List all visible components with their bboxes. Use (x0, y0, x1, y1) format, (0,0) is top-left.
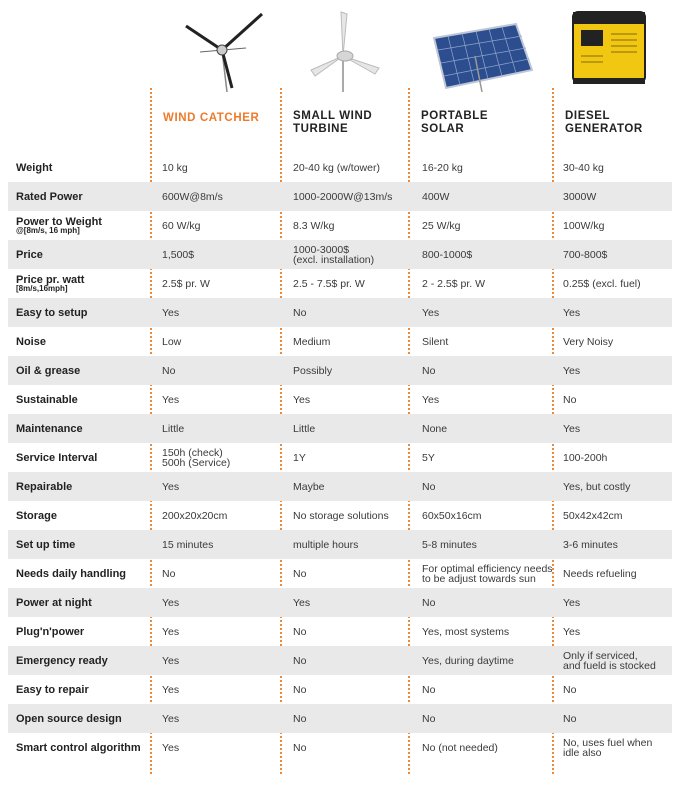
cell-value: 800-1000$ (422, 248, 473, 261)
table-cell (162, 414, 282, 443)
table-cell (422, 559, 556, 588)
row-label (16, 240, 151, 269)
table-cell (563, 472, 673, 501)
cell-value: No (563, 712, 577, 725)
cell-value: Yes (563, 596, 581, 609)
table-cell (422, 414, 556, 443)
table-cell (422, 443, 556, 472)
table-cell (422, 298, 556, 327)
cell-value: 2.5$ pr. W (162, 277, 210, 290)
table-cell (422, 675, 556, 704)
row-label-text: Easy to setup (16, 306, 88, 319)
table-cell (563, 211, 673, 240)
table-row (8, 501, 672, 530)
table-row (8, 356, 672, 385)
table-cell (563, 704, 673, 733)
row-label-text: Storage (16, 509, 57, 522)
cell-value: 20-40 kg (w/tower) (293, 161, 380, 174)
table-cell (293, 414, 411, 443)
table-cell (162, 153, 282, 182)
cell-value: No, uses fuel when idle also (563, 736, 653, 759)
cell-value: Medium (293, 335, 331, 348)
table-cell (422, 733, 556, 762)
cell-value: 16-20 kg (422, 161, 463, 174)
row-label (16, 588, 151, 617)
table-cell (422, 530, 556, 559)
table-cell (293, 472, 411, 501)
row-label-text: Power at night (16, 596, 92, 609)
cell-value: No (422, 364, 436, 377)
cell-value: None (422, 422, 448, 435)
cell-value: Little (162, 422, 185, 435)
table-cell (422, 269, 556, 298)
table-cell (162, 733, 282, 762)
cell-value: No (563, 393, 577, 406)
row-label-text: Sustainable (16, 393, 78, 406)
table-cell (563, 327, 673, 356)
row-label-text: Rated Power (16, 190, 83, 203)
table-cell (162, 211, 282, 240)
table-cell (162, 298, 282, 327)
cell-value: No (162, 364, 176, 377)
cell-value: 3000W (563, 190, 597, 203)
row-label (16, 559, 151, 588)
cell-value: Yes (422, 306, 440, 319)
table-row (8, 443, 672, 472)
cell-value: Yes, during daytime (422, 654, 514, 667)
cell-value: Yes (563, 422, 581, 435)
cell-value: No (293, 683, 307, 696)
cell-value: 1Y (293, 451, 306, 464)
table-row (8, 559, 672, 588)
table-row (8, 327, 672, 356)
table-cell (293, 298, 411, 327)
table-row (8, 240, 672, 269)
table-row (8, 588, 672, 617)
table-cell (162, 472, 282, 501)
table-cell (563, 675, 673, 704)
cell-value: For optimal efficiency needs to be adjust towards sun (422, 562, 553, 585)
cell-value: 5Y (422, 451, 435, 464)
cell-value: 25 W/kg (422, 219, 461, 232)
cell-value: Yes (162, 654, 180, 667)
row-label-text: Smart control algorithm (16, 741, 141, 754)
cell-value: 15 minutes (162, 538, 214, 551)
table-cell (293, 530, 411, 559)
cell-value: No (422, 712, 436, 725)
table-cell (162, 269, 282, 298)
cell-value: Low (162, 335, 182, 348)
table-cell (293, 501, 411, 530)
table-cell (422, 240, 556, 269)
cell-value: No (162, 567, 176, 580)
table-cell (293, 385, 411, 414)
cell-value: 1000-3000$ (excl. installation) (293, 243, 375, 266)
cell-value: 60 W/kg (162, 219, 201, 232)
table-cell (563, 501, 673, 530)
table-cell (293, 588, 411, 617)
row-label-text: Oil & grease (16, 364, 81, 377)
table-cell (422, 646, 556, 675)
row-label (16, 733, 151, 762)
cell-value: Needs refueling (563, 567, 637, 580)
table-cell (563, 617, 673, 646)
cell-value: Yes (162, 625, 180, 638)
table-row (8, 530, 672, 559)
row-label-text: Price (16, 248, 43, 261)
table-row (8, 472, 672, 501)
table-cell (563, 443, 673, 472)
table-cell (162, 588, 282, 617)
table-cell (162, 385, 282, 414)
table-row (8, 414, 672, 443)
table-cell (293, 182, 411, 211)
cell-value: Yes (563, 625, 581, 638)
cell-value: Yes (422, 393, 440, 406)
table-cell (563, 559, 673, 588)
row-label (16, 501, 151, 530)
cell-value: No (not needed) (422, 741, 498, 754)
table-cell (563, 153, 673, 182)
table-cell (422, 588, 556, 617)
table-cell (563, 385, 673, 414)
row-label-text: Repairable (16, 480, 73, 493)
row-label (16, 472, 151, 501)
cell-value: No storage solutions (293, 509, 389, 522)
table-cell (422, 182, 556, 211)
table-cell (422, 356, 556, 385)
table-row (8, 211, 672, 240)
cell-value: No (293, 625, 307, 638)
cell-value: 3-6 minutes (563, 538, 618, 551)
header-small-wind-turbine: SMALL WIND TURBINE (293, 110, 373, 135)
table-cell (293, 356, 411, 385)
small-wind-turbine-image (305, 8, 385, 92)
cell-value: 8.3 W/kg (293, 219, 335, 232)
table-cell (563, 646, 673, 675)
comparison-table (8, 153, 672, 762)
cell-value: Very Noisy (563, 335, 614, 348)
table-cell (563, 356, 673, 385)
table-cell (563, 240, 673, 269)
row-label-text: Needs daily handling (16, 567, 127, 580)
table-row (8, 646, 672, 675)
cell-value: Maybe (293, 480, 325, 493)
table-cell (563, 269, 673, 298)
cell-value: Silent (422, 335, 449, 348)
table-row (8, 269, 672, 298)
row-label (16, 356, 151, 385)
table-cell (422, 385, 556, 414)
row-label-text: Easy to repair (16, 683, 89, 696)
row-label-text: Set up time (16, 538, 76, 551)
row-label-text: Price pr. watt (16, 273, 85, 286)
table-cell (563, 182, 673, 211)
table-cell (422, 472, 556, 501)
table-row (8, 704, 672, 733)
table-cell (162, 617, 282, 646)
cell-value: No (563, 683, 577, 696)
table-cell (422, 501, 556, 530)
table-cell (422, 617, 556, 646)
row-label-subtext: @[8m/s, 16 mph] (16, 225, 80, 235)
table-cell (162, 501, 282, 530)
cell-value: 2.5 - 7.5$ pr. W (293, 277, 365, 290)
row-label-text: Open source design (16, 712, 122, 725)
cell-value: No (293, 712, 307, 725)
cell-value: Yes (162, 712, 180, 725)
cell-value: Yes (162, 480, 180, 493)
table-cell (162, 240, 282, 269)
table-row (8, 153, 672, 182)
row-label-text: Plug'n'power (16, 625, 85, 638)
row-label (16, 617, 151, 646)
table-cell (162, 646, 282, 675)
cell-value: Yes (293, 596, 311, 609)
table-cell (563, 733, 673, 762)
cell-value: Yes, but costly (563, 480, 631, 493)
cell-value: 1,500$ (162, 248, 195, 261)
table-cell (422, 327, 556, 356)
row-label-text: Power to Weight (16, 215, 102, 228)
table-cell (162, 704, 282, 733)
cell-value: 700-800$ (563, 248, 608, 261)
table-cell (293, 559, 411, 588)
cell-value: Yes (563, 306, 581, 319)
row-label (16, 530, 151, 559)
cell-value: No (293, 567, 307, 580)
cell-value: 100W/kg (563, 219, 605, 232)
cell-value: 100-200h (563, 451, 608, 464)
row-label (16, 443, 151, 472)
table-cell (293, 675, 411, 704)
table-row (8, 182, 672, 211)
table-cell (422, 704, 556, 733)
row-label (16, 414, 151, 443)
cell-value: 400W (422, 190, 450, 203)
cell-value: Yes (563, 364, 581, 377)
cell-value: No (422, 480, 436, 493)
table-cell (293, 733, 411, 762)
header-wind-catcher: WIND CATCHER (163, 112, 260, 124)
cell-value: Little (293, 422, 316, 435)
table-cell (162, 443, 282, 472)
table-row (8, 617, 672, 646)
cell-value: 5-8 minutes (422, 538, 477, 551)
cell-value: 50x42x42cm (563, 509, 623, 522)
row-label-subtext: [8m/s,16mph] (16, 283, 68, 293)
cell-value: multiple hours (293, 538, 359, 551)
table-cell (563, 530, 673, 559)
row-label-text: Service Interval (16, 451, 98, 464)
table-row (8, 298, 672, 327)
cell-value: 60x50x16cm (422, 509, 482, 522)
table-cell (293, 211, 411, 240)
row-label (16, 675, 151, 704)
header-diesel-generator: DIESEL GENERATOR (565, 110, 643, 135)
cell-value: Yes (162, 393, 180, 406)
cell-value: 150h (check) 500h (Service) (162, 446, 231, 469)
table-row (8, 385, 672, 414)
table-cell (422, 153, 556, 182)
table-cell (162, 559, 282, 588)
table-cell (293, 617, 411, 646)
cell-value: No (293, 654, 307, 667)
row-label (16, 327, 151, 356)
row-label (16, 211, 151, 240)
row-label (16, 153, 151, 182)
table-row (8, 733, 672, 762)
cell-value: Only if serviced, and fueld is stocked (563, 649, 656, 672)
table-cell (162, 675, 282, 704)
table-cell (293, 269, 411, 298)
table-cell (563, 414, 673, 443)
row-label (16, 182, 151, 211)
wind-catcher-turbine-image (180, 8, 270, 92)
cell-value: Yes, most systems (422, 625, 510, 638)
cell-value: 0.25$ (excl. fuel) (563, 277, 641, 290)
cell-value: 600W@8m/s (162, 190, 223, 203)
table-cell (293, 240, 411, 269)
row-label (16, 269, 151, 298)
table-cell (293, 153, 411, 182)
table-cell (162, 530, 282, 559)
cell-value: Yes (162, 306, 180, 319)
row-label (16, 646, 151, 675)
table-row (8, 675, 672, 704)
table-cell (162, 356, 282, 385)
row-label (16, 385, 151, 414)
table-cell (563, 298, 673, 327)
row-label-text: Maintenance (16, 422, 83, 435)
table-cell (162, 182, 282, 211)
cell-value: Possibly (293, 364, 333, 377)
row-label-text: Emergency ready (16, 654, 108, 667)
cell-value: No (293, 306, 307, 319)
cell-value: 1000-2000W@13m/s (293, 190, 393, 203)
cell-value: 200x20x20cm (162, 509, 228, 522)
cell-value: No (293, 741, 307, 754)
cell-value: Yes (162, 741, 180, 754)
table-cell (293, 704, 411, 733)
cell-value: Yes (162, 596, 180, 609)
row-label-text: Noise (16, 335, 46, 348)
table-cell (422, 211, 556, 240)
table-cell (293, 443, 411, 472)
table-cell (293, 646, 411, 675)
cell-value: Yes (162, 683, 180, 696)
cell-value: Yes (293, 393, 311, 406)
cell-value: No (422, 683, 436, 696)
row-label (16, 298, 151, 327)
table-cell (293, 327, 411, 356)
portable-solar-panel-image (428, 8, 538, 92)
table-cell (563, 588, 673, 617)
diesel-generator-image (565, 8, 655, 92)
table-cell (162, 327, 282, 356)
cell-value: No (422, 596, 436, 609)
cell-value: 10 kg (162, 161, 188, 174)
cell-value: 2 - 2.5$ pr. W (422, 277, 486, 290)
row-label (16, 704, 151, 733)
row-label-text: Weight (16, 161, 53, 174)
cell-value: 30-40 kg (563, 161, 604, 174)
header-portable-solar: PORTABLE SOLAR (421, 110, 489, 135)
